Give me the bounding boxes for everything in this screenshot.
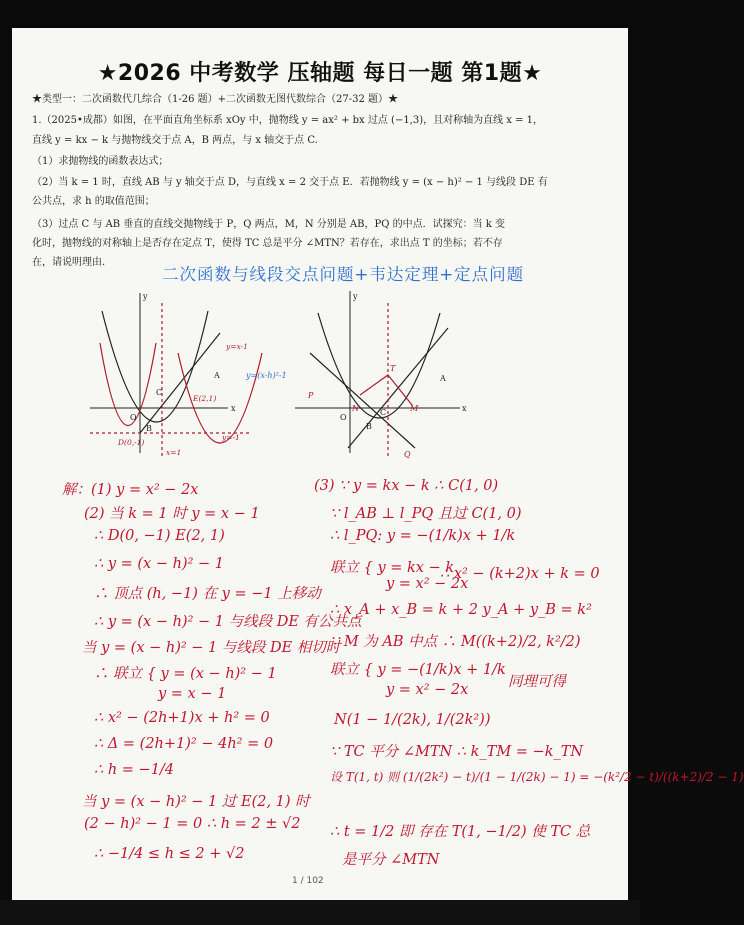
solution-left-7: 当 y = (x − h)² − 1 与线段 DE 相切时 bbox=[82, 640, 341, 656]
solution-left-2: (2) 当 k = 1 时 y = x − 1 bbox=[84, 506, 260, 522]
label-y: y bbox=[143, 292, 148, 301]
solution-left-13: 当 y = (x − h)² − 1 过 E(2, 1) 时 bbox=[82, 794, 310, 810]
problem-stem-1: 1.（2025•成都）如图，在平面直角坐标系 xOy 中，抛物线 y = ax² + bx 过点 (−1,3)，且对称轴为直线 x = 1， bbox=[32, 115, 544, 126]
parabola-y-x2-2x bbox=[102, 311, 208, 422]
label-n: N bbox=[352, 404, 359, 413]
solution-left-6: ∴ y = (x − h)² − 1 与线段 DE 有公共点 bbox=[94, 614, 362, 630]
solution-right-14: 设 T(1, t) 则 (1/(2k²) − t)/(1 − 1/(2k) − 1) = −(k²/2 − t)/((k+2)/2 − 1) bbox=[330, 770, 744, 784]
category-line: ★类型一：二次函数代几综合（1-26 题）+二次函数无图代数综合（27-32 题）★ bbox=[32, 94, 399, 105]
label-x: x bbox=[231, 404, 236, 413]
label-m: M bbox=[410, 404, 419, 413]
label-o: O bbox=[340, 413, 347, 422]
question-2-line1: （2）当 k = 1 时，直线 AB 与 y 轴交于点 D，与直线 x = 2 交于点 E．若抛物线 y = (x − h)² − 1 与线段 DE 有 bbox=[32, 177, 548, 188]
solution-right-7: ∴ x_A + x_B = k + 2 y_A + y_B = k² bbox=[330, 602, 592, 618]
label-a: A bbox=[214, 371, 220, 380]
label-ym1: y=-1 bbox=[222, 433, 240, 442]
solution-left-15: ∴ −1/4 ≤ h ≤ 2 + √2 bbox=[94, 846, 245, 862]
solution-left-14: (2 − h)² − 1 = 0 ∴ h = 2 ± √2 bbox=[84, 816, 301, 832]
solution-left-10: ∴ x² − (2h+1)x + h² = 0 bbox=[94, 710, 270, 726]
question-3-line3: 在，请说明理由. bbox=[32, 257, 106, 268]
handwritten-topic-annotation: 二次函数与线段交点问题+韦达定理+定点问题 bbox=[162, 265, 525, 284]
axes bbox=[90, 293, 228, 453]
solution-left-3: ∴ D(0, −1) E(2, 1) bbox=[94, 528, 225, 544]
solution-right-11: 同理可得 bbox=[508, 674, 566, 690]
solution-right-9: 联立 { y = −(1/k)x + 1/k bbox=[330, 662, 506, 678]
question-2-line2: 公共点，求 h 的取值范围； bbox=[32, 196, 155, 207]
label-d: D(0,-1) bbox=[118, 438, 145, 447]
solution-right-13: ∵ TC 平分 ∠MTN ∴ k_TM = −k_TN bbox=[330, 744, 584, 760]
solution-left-8: ∴ 联立 { y = (x − h)² − 1 bbox=[94, 666, 277, 682]
solution-right-2: ∵ l_AB ⊥ l_PQ 且过 C(1, 0) bbox=[330, 506, 522, 522]
question-3-line2: 化时，抛物线的对称轴上是否存在定点 T，使得 TC 总是平分 ∠MTN？若存在，求出点 T 的坐标；若不存 bbox=[32, 238, 503, 249]
line-ab bbox=[140, 333, 220, 433]
label-y: y bbox=[353, 292, 358, 301]
solution-right-16: 是平分 ∠MTN bbox=[342, 852, 440, 868]
label-c: C bbox=[380, 408, 387, 417]
label-line: y=x-1 bbox=[226, 342, 248, 351]
solution-left-12: ∴ h = −1/4 bbox=[94, 762, 175, 778]
parabola-shift-left bbox=[100, 343, 156, 426]
solution-right-3: ∴ l_PQ: y = −(1/k)x + 1/k bbox=[330, 528, 516, 544]
problem-stem-2: 直线 y = kx − k 与抛物线交于点 A，B 两点，与 x 轴交于点 C. bbox=[32, 135, 318, 146]
line-pq bbox=[310, 353, 415, 448]
page-title: ★2026 中考数学 压轴题 每日一题 第1题★ bbox=[97, 61, 543, 86]
solution-left-4: ∴ y = (x − h)² − 1 bbox=[94, 556, 224, 572]
bottom-bar bbox=[0, 900, 640, 925]
page-number: 1 / 102 bbox=[292, 876, 324, 886]
solution-left-9: y = x − 1 bbox=[158, 686, 227, 702]
solution-right-5: y = x² − 2x bbox=[386, 576, 469, 592]
label-a: A bbox=[440, 374, 446, 383]
solution-right-8: ∵ M 为 AB 中点 ∴ M((k+2)/2, k²/2) bbox=[330, 634, 581, 650]
solution-right-1: (3) ∵ y = kx − k ∴ C(1, 0) bbox=[314, 478, 499, 494]
document-page bbox=[12, 28, 744, 904]
question-3-line1: （3）过点 C 与 AB 垂直的直线交抛物线于 P，Q 两点，M，N 分别是 AB，PQ 的中点．试探究：当 k 变 bbox=[32, 219, 506, 230]
label-x1: x=1 bbox=[166, 448, 182, 457]
label-o: O bbox=[130, 413, 137, 422]
question-1: （1）求抛物线的函数表达式； bbox=[32, 156, 169, 167]
label-x: x bbox=[462, 404, 467, 413]
label-parabola-blue: y=(x-h)²-1 bbox=[246, 371, 287, 380]
label-p: P bbox=[308, 391, 314, 400]
parabola bbox=[318, 313, 440, 418]
label-b: B bbox=[366, 422, 372, 431]
label-t: T bbox=[390, 364, 396, 373]
solution-right-12: N(1 − 1/(2k), 1/(2k²)) bbox=[334, 712, 491, 728]
label-c: C bbox=[156, 388, 163, 397]
label-e: E(2,1) bbox=[193, 394, 217, 403]
solution-right-10: y = x² − 2x bbox=[386, 682, 469, 698]
label-b: B bbox=[146, 424, 152, 433]
solution-left-5: ∴ 顶点 (h, −1) 在 y = −1 上移动 bbox=[94, 586, 321, 602]
solution-left-11: ∴ Δ = (2h+1)² − 4h² = 0 bbox=[94, 736, 274, 752]
solution-right-15: ∴ t = 1/2 即 存在 T(1, −1/2) 使 TC 总 bbox=[330, 824, 591, 840]
label-q: Q bbox=[404, 450, 411, 459]
solution-right-6: ∴ x² − (k+2)x + k = 0 bbox=[440, 566, 600, 582]
figure-left bbox=[80, 283, 287, 458]
solution-right-4: 联立 { y = kx − k bbox=[330, 560, 455, 576]
figure-right bbox=[290, 283, 470, 458]
parabola-shift-right bbox=[178, 353, 262, 443]
solution-left-1: 解：(1) y = x² − 2x bbox=[62, 482, 199, 498]
